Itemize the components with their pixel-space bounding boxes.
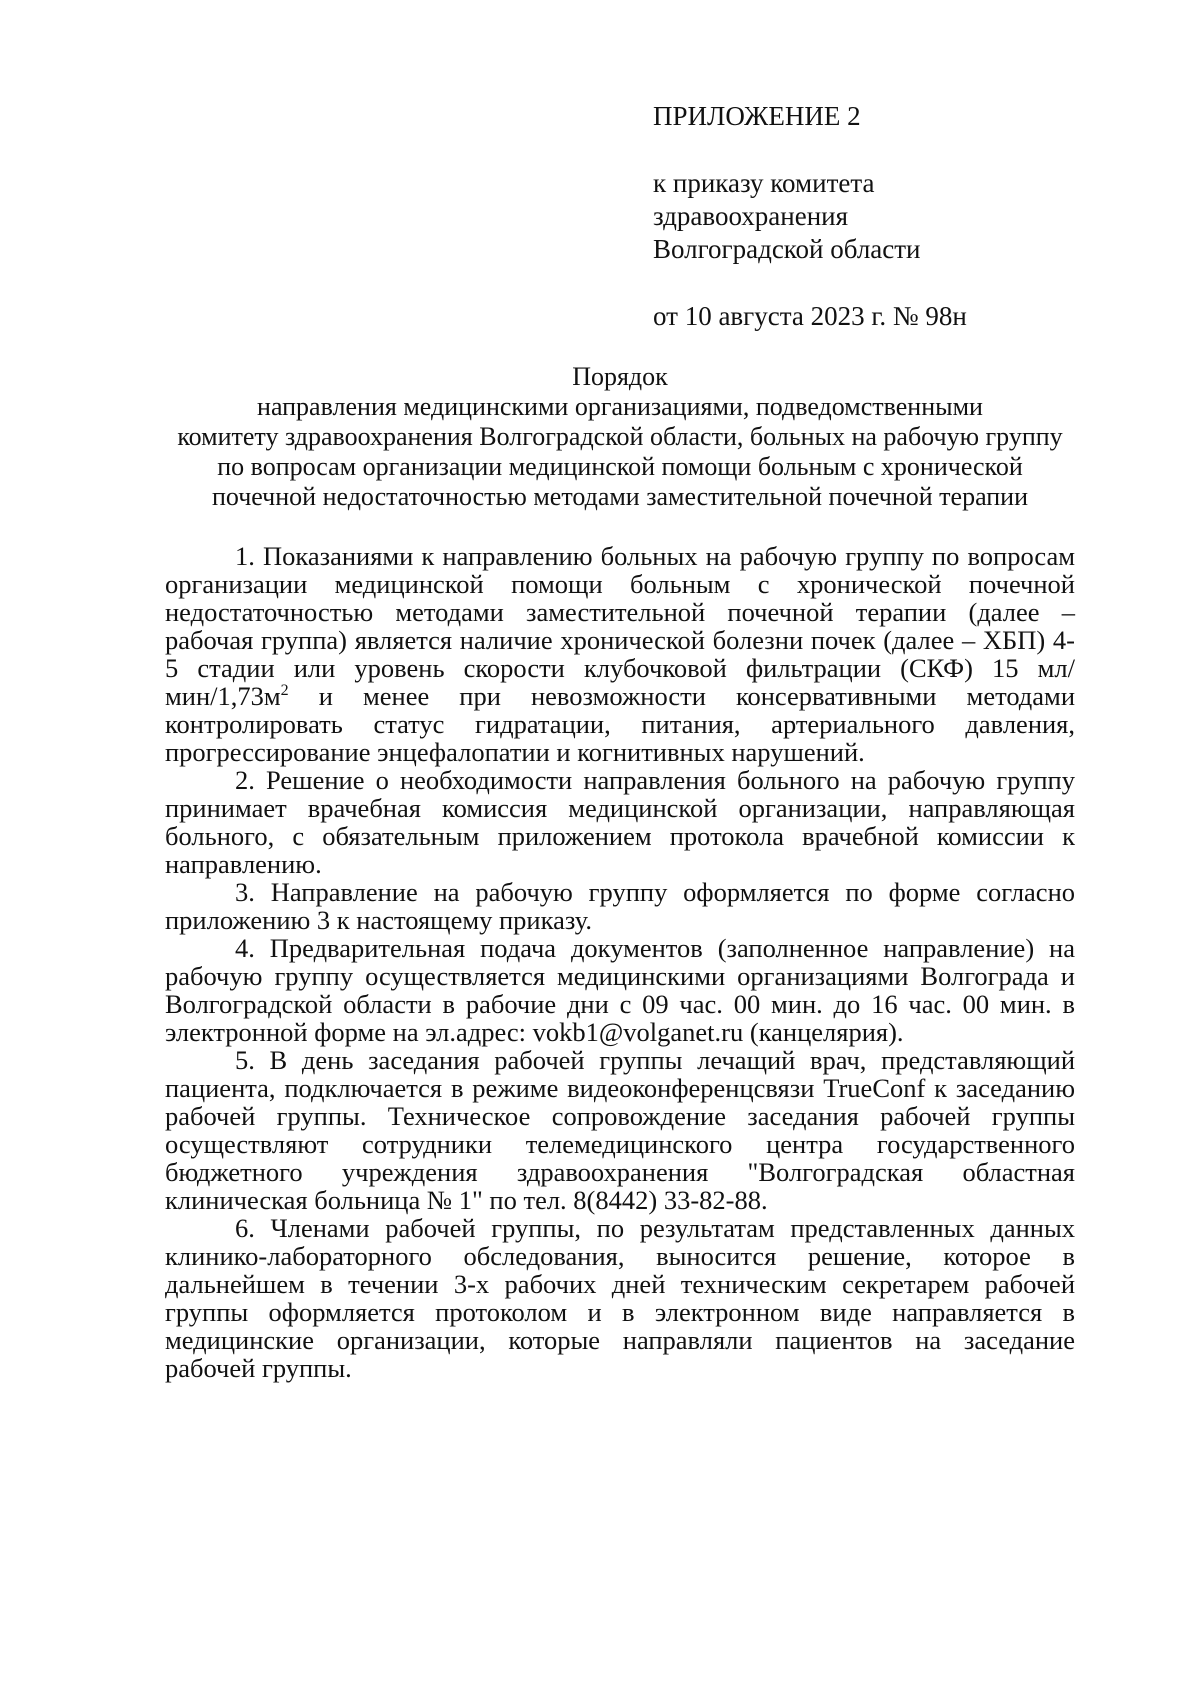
document-body	[165, 542, 1075, 1382]
paragraph-1	[165, 542, 1075, 766]
appendix-date: от 10 августа 2023 г. № 98н	[653, 301, 967, 331]
document-title-line: комитету здравоохранения Волгоградской области, больных на рабочую группу	[177, 422, 1063, 451]
document-title	[160, 362, 1080, 512]
appendix-reference-line: Волгоградской области	[653, 234, 921, 264]
appendix-reference-line: здравоохранения	[653, 201, 849, 231]
paragraph-4: 4. Предварительная подача документов (заполненное направление) на рабочую группу осуществляется медицинскими организациями Волгограда и Волгоградской области в рабочие дни с 09 час. 00 мин. до 16 час. 00 мин. в электронной форме на эл.адрес: vokb1@volganet.ru (канцелярия).	[165, 933, 1075, 1047]
appendix-header	[653, 100, 1093, 333]
paragraph-2: 2. Решение о необходимости направления больного на рабочую группу принимает врачебная комиссия медицинской организации, направляющая больного, с обязательным приложением протокола врачебной комиссии к направлению.	[165, 765, 1075, 879]
appendix-reference	[653, 167, 1093, 266]
document-title-line: направления медицинскими организациями, подведомственными	[257, 392, 983, 421]
paragraph-6: 6. Членами рабочей группы, по результатам представленных данных клинико-лабораторного обследования, выносится решение, которое в дальнейшем в течении 3-х рабочих дней техническим секретарем рабочей группы оформляется протоколом и в электронном виде направляется в медицинские организации, которые направляли пациентов на заседание рабочей группы.	[165, 1213, 1075, 1383]
paragraph-5: 5. В день заседания рабочей группы лечащий врач, представляющий пациента, подключается в режиме видеоконференцсвязи TrueConf к заседанию рабочей группы. Техническое сопровождение заседания рабочей группы осуществляют сотрудники телемедицинского центра государственного бюджетного учреждения здравоохранения "Волгоградская областная клиническая больница № 1" по тел. 8(8442) 33-82-88.	[165, 1045, 1075, 1215]
paragraph-3: 3. Направление на рабочую группу оформляется по форме согласно приложению 3 к настоящему приказу.	[165, 877, 1075, 935]
appendix-title: ПРИЛОЖЕНИЕ 2	[653, 101, 861, 131]
appendix-reference-line: к приказу комитета	[653, 168, 875, 198]
paragraph-1-text-cont: и менее при невозможности консервативными методами контролировать статус гидратации, питания, артериального давления, прогрессирование энцефалопатии и когнитивных нарушений.	[165, 681, 1075, 767]
paragraph-1-text: 1. Показаниями к направлению больных на рабочую группу по вопросам организации медицинской помощи больным с хронической почечной недостаточностью методами заместительной почечной терапии (далее – рабочая группа) является наличие хронической болезни почек (далее – ХБП) 4-5 стадии или уровень скорости клубочковой фильтрации (СКФ) 15 мл/мин/1,73м	[165, 541, 1075, 711]
document-title-line: по вопросам организации медицинской помощи больным с хронической	[217, 452, 1023, 481]
document-title-line: Порядок	[572, 362, 668, 391]
superscript: 2	[280, 682, 289, 700]
document-title-line: почечной недостаточностью методами заместительной почечной терапии	[211, 482, 1029, 511]
